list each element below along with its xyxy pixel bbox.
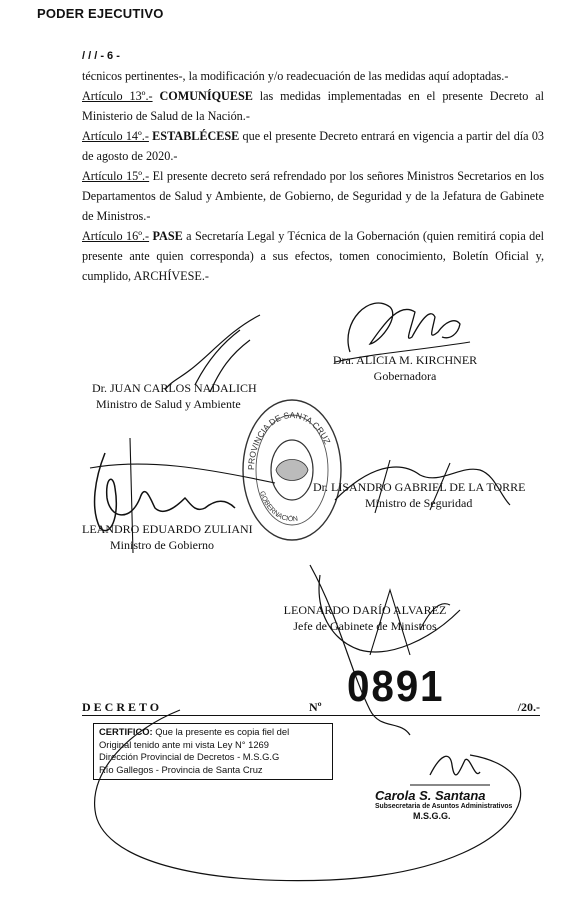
article-label: Artículo 14º.- <box>82 129 149 143</box>
document-body <box>82 46 544 286</box>
paragraph-continuation <box>82 66 544 86</box>
signatory-role: Ministro de Gobierno <box>110 538 214 552</box>
page-marker: / / / - 6 - <box>82 50 120 62</box>
decreto-number-label: Nº <box>309 700 322 714</box>
zuliani-block <box>82 521 253 553</box>
signatory-role: Jefe de Gabinete de Ministros <box>293 619 437 633</box>
certifier-title: Subsecretaria de Asuntos Administrativos <box>375 801 513 810</box>
article-text: El presente decreto será refrendado por los señores Ministros Secretarios en los Departamentos de Salud y Ambiente, de Gobierno, de Seguridad y de la Jefatura de Gabinete de Ministros.- <box>82 169 545 223</box>
article-text: las medidas implementadas en el presente Decreto al Ministerio de Salud de la Nación.- <box>82 89 545 123</box>
certifier-name: Carola S. Santana <box>375 788 486 803</box>
certificate-line-1: CERTIFICO: Que la presente es copia fiel del <box>99 726 290 737</box>
decreto-year: /20.- <box>517 700 540 714</box>
seal-top-text: PROVINCIA DE SANTA CRUZ <box>245 409 333 471</box>
article-16 <box>82 226 544 286</box>
signatory-name: LEONARDO DARÍO ALVAREZ <box>283 603 447 617</box>
article-text: a Secretaría Legal y Técnica de la Gobernación (quien remitirá copia del presente ante quien corresponda) a sus efectos, tomen conocimiento, Boletín Oficial y, cumplido, ARCHÍVESE.- <box>82 229 545 283</box>
signatory-role: Gobernadora <box>373 369 437 383</box>
signatory-role: Ministro de Salud y Ambiente <box>96 397 241 411</box>
article-14 <box>82 126 544 166</box>
certificate-line-2: Original tenido ante mi vista Ley N° 1269 <box>99 738 269 750</box>
article-15 <box>82 166 544 226</box>
signatory-name: Dr. LISANDRO GABRIEL DE LA TORRE <box>313 480 526 494</box>
signatory-name: Dra. ALICIA M. KIRCHNER <box>332 353 478 367</box>
article-text: que el presente Decreto entrará en vigencia a partir del día 03 de agosto de 2020.- <box>82 129 545 163</box>
signatory-name: LEANDRO EDUARDO ZULIANI <box>82 522 253 536</box>
signatory-name: Dr. JUAN CARLOS NADALICH <box>92 381 257 395</box>
certifier-signature <box>80 560 540 890</box>
article-label: Artículo 16º.- <box>82 229 150 243</box>
seal-bottom-text: GOBERNACIÓN <box>258 490 299 524</box>
paragraph-text: técnicos pertinentes-, la modificación y/o readecuación de las medidas aquí adoptadas.- <box>82 69 509 83</box>
torre-block <box>313 479 525 511</box>
certificate-line-4: Río Gallegos - Provincia de Santa Cruz <box>99 763 263 775</box>
article-verb: PASE <box>152 229 183 243</box>
article-verb: COMUNÍQUESE <box>159 89 253 103</box>
nadalich-block <box>92 380 257 412</box>
kirchner-block <box>325 352 485 384</box>
certificate-line-3: Dirección Provincial de Decretos - M.S.G.G <box>99 751 280 763</box>
article-label: Artículo 13º.- <box>82 89 153 103</box>
document-header: PODER EJECUTIVO <box>37 6 164 21</box>
article-verb: ESTABLÉCESE <box>152 129 240 143</box>
article-label: Artículo 15º.- <box>82 169 150 183</box>
signatory-role: Ministro de Seguridad <box>365 496 473 510</box>
article-13 <box>82 86 544 126</box>
decreto-label: DECRETO <box>82 700 163 714</box>
decreto-number: 0891 <box>347 662 445 711</box>
certifier-unit: M.S.G.G. <box>413 811 451 821</box>
